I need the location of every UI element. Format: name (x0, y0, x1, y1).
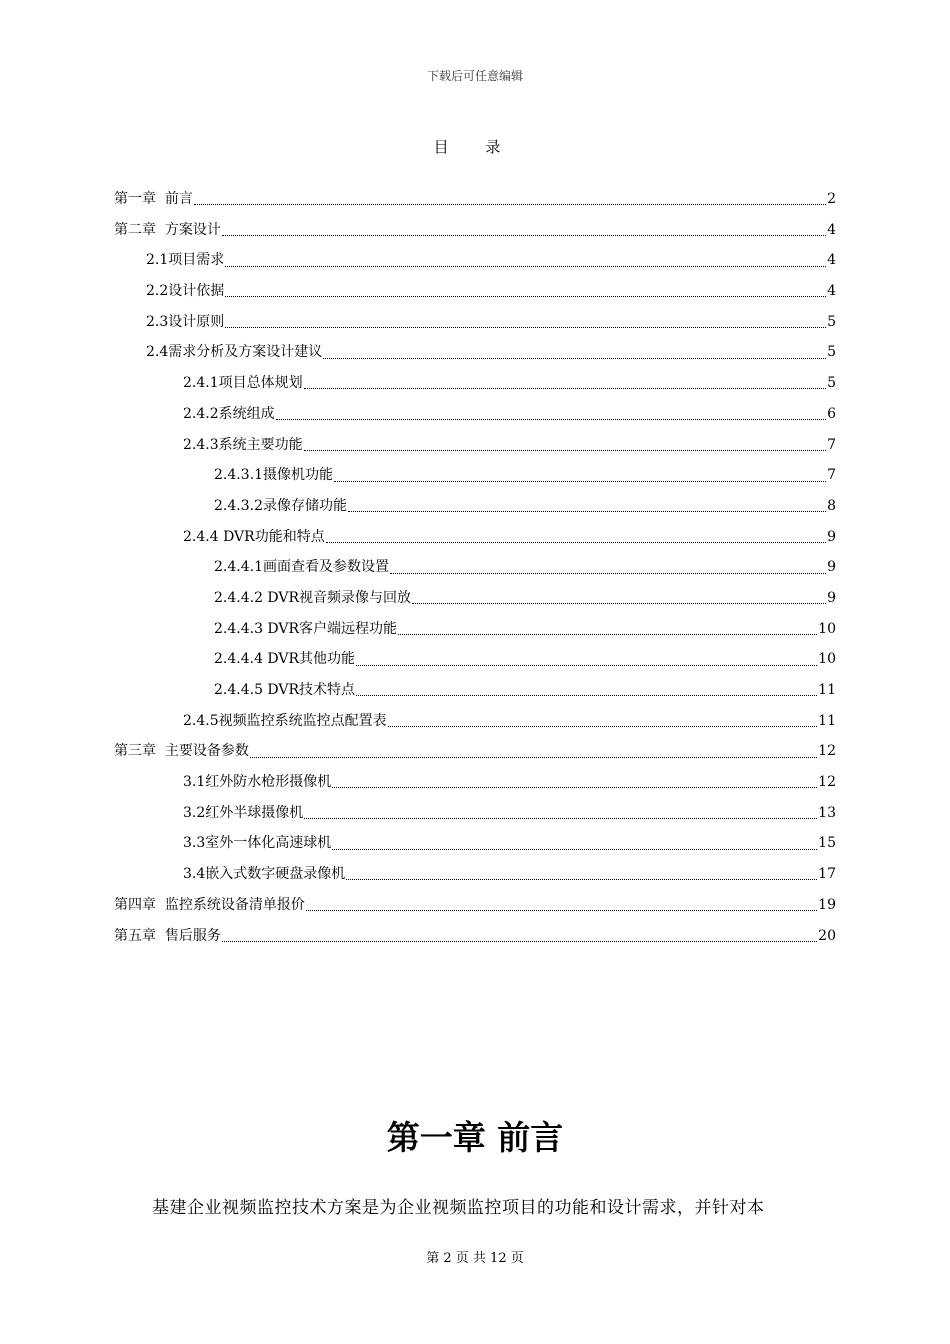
toc-entry-page: 7 (827, 436, 836, 453)
toc-leader-dots (304, 449, 826, 451)
toc-entry[interactable] (114, 491, 836, 522)
toc-leader-dots (194, 203, 826, 205)
toc-entry-label: 3.1红外防水枪形摄像机 (183, 774, 332, 791)
toc-entry[interactable] (114, 828, 836, 859)
toc-entry-label: 第一章 前言 (114, 191, 193, 207)
toc-entry[interactable] (114, 583, 836, 614)
toc-entry-page: 4 (827, 283, 836, 300)
toc-entry-page: 4 (827, 221, 836, 238)
toc-entry-page: 6 (827, 405, 836, 422)
toc-entry-page: 19 (818, 896, 836, 913)
toc-entry[interactable] (114, 276, 836, 307)
toc-entry-label: 3.3室外一体化高速球机 (183, 835, 332, 852)
toc-entry-label: 2.4需求分析及方案设计建议 (146, 344, 323, 361)
table-of-contents (114, 184, 836, 951)
toc-entry-label: 2.3设计原则 (146, 313, 225, 330)
toc-entry-page: 12 (818, 774, 836, 791)
toc-entry-page: 10 (818, 651, 836, 668)
toc-entry[interactable] (114, 736, 836, 767)
toc-entry-label: 2.4.4.5 DVR技术特点 (214, 682, 356, 698)
toc-leader-dots (304, 387, 826, 389)
toc-entry-page: 5 (827, 313, 836, 330)
toc-leader-dots (412, 602, 826, 604)
toc-leader-dots (225, 295, 826, 297)
toc-entry[interactable] (114, 522, 836, 553)
toc-entry-label: 第二章 方案设计 (114, 221, 221, 238)
toc-entry-page: 11 (818, 712, 836, 729)
toc-entry[interactable] (114, 921, 836, 952)
toc-leader-dots (348, 510, 826, 512)
toc-entry-page: 5 (827, 375, 836, 392)
toc-leader-dots (332, 848, 817, 850)
toc-entry-label: 第四章 监控系统设备清单报价 (114, 896, 305, 913)
toc-entry-label: 2.4.4.4 DVR其他功能 (214, 651, 356, 668)
toc-entry-page: 10 (818, 620, 836, 637)
toc-entry-label: 2.4.4 DVR功能和特点 (183, 528, 325, 545)
toc-entry[interactable] (114, 399, 836, 430)
toc-entry-label: 3.4嵌入式数字硬盘录像机 (183, 866, 346, 883)
toc-leader-dots (326, 541, 826, 543)
toc-leader-dots (222, 940, 817, 942)
toc-entry-page: 9 (827, 528, 836, 545)
toc-entry[interactable] (114, 368, 836, 399)
toc-entry[interactable] (114, 890, 836, 921)
toc-leader-dots (332, 786, 817, 788)
toc-entry[interactable] (114, 552, 836, 583)
toc-entry-page: 7 (827, 467, 836, 484)
toc-entry[interactable] (114, 706, 836, 737)
chapter-title: 第一章 前言 (386, 1118, 564, 1157)
toc-entry[interactable] (114, 307, 836, 338)
toc-entry-label: 2.4.5视频监控系统监控点配置表 (183, 712, 387, 729)
toc-entry-label: 2.4.3.1摄像机功能 (214, 467, 333, 484)
toc-entry-page: 11 (818, 682, 836, 698)
toc-entry-page: 20 (818, 927, 836, 944)
toc-entry[interactable] (114, 767, 836, 798)
toc-entry-label: 2.4.2系统组成 (183, 405, 275, 422)
toc-leader-dots (346, 878, 817, 880)
toc-entry-label: 2.4.4.1画面查看及参数设置 (214, 559, 389, 576)
page-header: 下载后可任意编辑 (426, 69, 523, 83)
toc-entry[interactable] (114, 215, 836, 246)
toc-leader-dots (356, 694, 817, 696)
toc-leader-dots (306, 909, 817, 911)
toc-entry[interactable] (114, 614, 836, 645)
toc-entry[interactable] (114, 644, 836, 675)
toc-leader-dots (222, 234, 826, 236)
toc-entry-label: 2.2设计依据 (146, 283, 225, 300)
toc-entry-page: 12 (818, 743, 836, 760)
toc-entry[interactable] (114, 430, 836, 461)
toc-entry[interactable] (114, 675, 836, 706)
toc-entry[interactable] (114, 184, 836, 215)
toc-entry-label: 第三章 主要设备参数 (114, 743, 249, 760)
toc-entry-label: 2.4.4.2 DVR视音频录像与回放 (214, 589, 412, 606)
intro-paragraph: 基建企业视频监控技术方案是为企业视频监控项目的功能和设计需求，并针对本 (152, 1198, 765, 1218)
toc-entry-label: 2.4.4.3 DVR客户端远程功能 (214, 620, 398, 637)
toc-leader-dots (388, 725, 818, 727)
toc-leader-dots (225, 265, 826, 267)
toc-entry-label: 2.4.1项目总体规划 (183, 375, 303, 392)
toc-entry-label: 2.4.3.2录像存储功能 (214, 497, 347, 514)
toc-leader-dots (398, 633, 817, 635)
toc-entry-label: 3.2红外半球摄像机 (183, 804, 304, 821)
toc-entry[interactable] (114, 859, 836, 890)
toc-entry-page: 2 (827, 191, 836, 207)
toc-entry[interactable] (114, 798, 836, 829)
toc-leader-dots (390, 572, 826, 574)
toc-leader-dots (356, 664, 817, 666)
toc-entry[interactable] (114, 337, 836, 368)
toc-leader-dots (304, 817, 817, 819)
toc-entry-page: 13 (818, 804, 836, 821)
toc-entry-label: 第五章 售后服务 (114, 927, 221, 944)
toc-entry-page: 9 (827, 559, 836, 576)
toc-entry-label: 2.4.3系统主要功能 (183, 436, 303, 453)
toc-leader-dots (334, 480, 826, 482)
toc-entry-page: 9 (827, 589, 836, 606)
toc-entry-page: 4 (827, 252, 836, 269)
toc-entry[interactable] (114, 245, 836, 276)
toc-leader-dots (225, 326, 826, 328)
toc-entry-page: 15 (818, 835, 836, 852)
toc-entry-label: 2.1项目需求 (146, 252, 225, 269)
toc-leader-dots (276, 418, 826, 420)
page-footer: 第 2 页 共 12 页 (426, 1251, 524, 1266)
toc-entry-page: 5 (827, 344, 836, 361)
toc-entry-page: 8 (827, 497, 836, 514)
toc-leader-dots (323, 357, 826, 359)
toc-leader-dots (250, 756, 817, 758)
toc-entry[interactable] (114, 460, 836, 491)
toc-entry-page: 17 (818, 866, 836, 883)
toc-title: 目 录 (433, 138, 517, 156)
